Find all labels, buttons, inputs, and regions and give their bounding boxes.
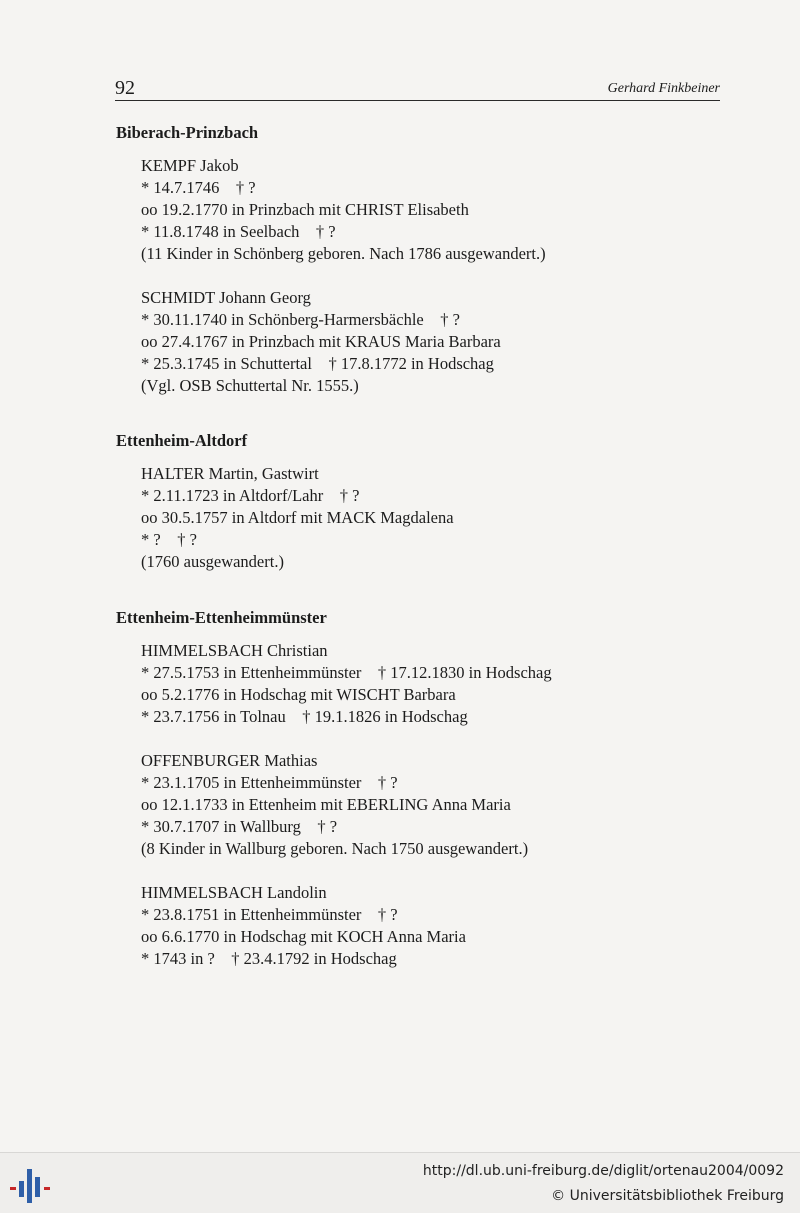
entry-line: (8 Kinder in Wallburg geboren. Nach 1750 ausgewandert.) — [141, 839, 529, 858]
entry-line: oo 12.1.1733 in Ettenheim mit EBERLING Anna Maria — [141, 795, 511, 814]
permalink-url[interactable]: http://dl.ub.uni-freiburg.de/diglit/ortenau2004/0092 — [422, 1163, 784, 1179]
entry-line: * 23.1.1705 in Ettenheimmünster † ? — [141, 773, 398, 792]
entry-line: oo 6.6.1770 in Hodschag mit KOCH Anna Maria — [141, 927, 466, 946]
entry-line: * 30.11.1740 in Schönberg-Harmersbächle † ? — [141, 310, 460, 329]
page-number: 92 — [115, 77, 135, 99]
logo-dash-left — [10, 1187, 16, 1190]
entry-line: * 27.5.1753 in Ettenheimmünster † 17.12.1830 in Hodschag — [141, 663, 552, 682]
entry-line: HIMMELSBACH Christian — [141, 641, 328, 660]
entry-line: (Vgl. OSB Schuttertal Nr. 1555.) — [141, 376, 359, 395]
entry-line: oo 5.2.1776 in Hodschag mit WISCHT Barbara — [141, 685, 456, 704]
entry-line: * 11.8.1748 in Seelbach † ? — [141, 222, 336, 241]
entry-line: * 2.11.1723 in Altdorf/Lahr † ? — [141, 486, 360, 505]
section-ettenheim-altdorf — [116, 430, 454, 573]
entry-line: HALTER Martin, Gastwirt — [141, 464, 319, 483]
copyright-notice: © Universitätsbibliothek Freiburg — [551, 1188, 784, 1204]
person-entry — [141, 750, 552, 860]
section-ettenheim-ettenheimmuenster — [116, 607, 552, 970]
entry-line: oo 27.4.1767 in Prinzbach mit KRAUS Maria Barbara — [141, 332, 501, 351]
entry-line: * 14.7.1746 † ? — [141, 178, 256, 197]
person-entry — [141, 287, 546, 397]
entry-line: oo 19.2.1770 in Prinzbach mit CHRIST Elisabeth — [141, 200, 469, 219]
entry-line: oo 30.5.1757 in Altdorf mit MACK Magdalena — [141, 508, 454, 527]
section-title: Biberach-Prinzbach — [116, 123, 259, 142]
entry-line: HIMMELSBACH Landolin — [141, 883, 327, 902]
viewer-footer — [0, 1152, 800, 1213]
entry-line: (11 Kinder in Schönberg geboren. Nach 1786 ausgewandert.) — [141, 244, 546, 263]
section-title: Ettenheim-Altdorf — [116, 431, 248, 450]
logo-bar-3 — [35, 1177, 40, 1197]
entry-line: * 30.7.1707 in Wallburg † ? — [141, 817, 338, 836]
entry-line: * 23.7.1756 in Tolnau † 19.1.1826 in Hodschag — [141, 707, 468, 726]
person-entry — [141, 155, 546, 265]
entry-line: * 1743 in ? † 23.4.1792 in Hodschag — [141, 949, 397, 968]
entry-line: * 25.3.1745 in Schuttertal † 17.8.1772 in Hodschag — [141, 354, 494, 373]
logo-bar-2 — [27, 1169, 32, 1203]
person-entry — [141, 640, 552, 728]
logo-dash-right — [44, 1187, 50, 1190]
entry-line: (1760 ausgewandert.) — [141, 552, 284, 571]
person-entry — [141, 463, 454, 573]
entry-line: * 23.8.1751 in Ettenheimmünster † ? — [141, 905, 398, 924]
library-logo-icon[interactable] — [10, 1163, 54, 1203]
entry-line: * ? † ? — [141, 530, 197, 549]
entry-line: SCHMIDT Johann Georg — [141, 288, 311, 307]
entry-line: KEMPF Jakob — [141, 156, 239, 175]
running-head-author: Gerhard Finkbeiner — [607, 81, 720, 96]
logo-bar-1 — [19, 1181, 24, 1197]
page-header — [115, 76, 720, 101]
entry-line: OFFENBURGER Mathias — [141, 751, 318, 770]
section-biberach-prinzbach — [116, 122, 546, 397]
section-title: Ettenheim-Ettenheimmünster — [116, 608, 327, 627]
person-entry — [141, 882, 552, 970]
